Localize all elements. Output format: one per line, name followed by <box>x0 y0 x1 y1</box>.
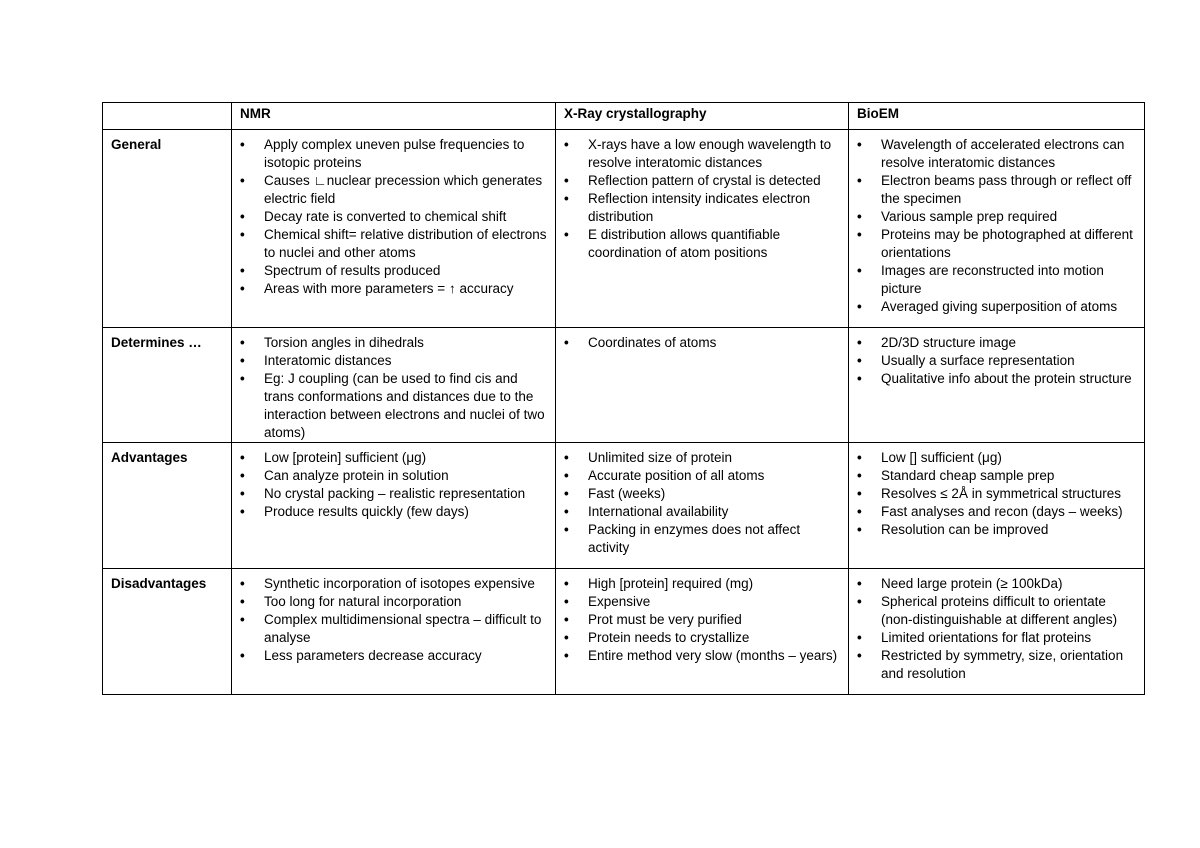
list-item: • No crystal packing – realistic representation <box>240 485 551 503</box>
list-item: • Low [protein] sufficient (μg) <box>240 449 551 467</box>
bullet-list <box>240 569 551 665</box>
list-item: • Various sample prep required <box>857 208 1140 226</box>
list-item: • Prot must be very purified <box>564 611 844 629</box>
list-item: • High [protein] required (mg) <box>564 575 844 593</box>
list-item: • Can analyze protein in solution <box>240 467 551 485</box>
list-item: • E distribution allows quantifiable coordination of atom positions <box>564 226 844 262</box>
list-item: • Eg: J coupling (can be used to find cis and trans conformations and distances due to the interaction between electrons and nuclei of two atoms) <box>240 370 551 442</box>
header-xray: X-Ray crystallography <box>556 103 849 130</box>
header-empty-cell <box>103 103 232 130</box>
bullet-list <box>240 130 551 298</box>
list-item: • Complex multidimensional spectra – difficult to analyse <box>240 611 551 647</box>
list-item: • Spherical proteins difficult to orientate (non-distinguishable at different angles) <box>857 593 1140 629</box>
table-row <box>103 443 1145 569</box>
list-item: • Torsion angles in dihedrals <box>240 334 551 352</box>
bioem-cell <box>849 130 1145 328</box>
xray-cell <box>556 130 849 328</box>
list-item: • Too long for natural incorporation <box>240 593 551 611</box>
bullet-list <box>564 569 844 665</box>
list-item: • Reflection pattern of crystal is detected <box>564 172 844 190</box>
list-item: • Accurate position of all atoms <box>564 467 844 485</box>
table-row <box>103 130 1145 328</box>
list-item: • Low [] sufficient (μg) <box>857 449 1140 467</box>
list-item: • Usually a surface representation <box>857 352 1140 370</box>
list-item: • Unlimited size of protein <box>564 449 844 467</box>
list-item: • Electron beams pass through or reflect off the specimen <box>857 172 1140 208</box>
row-label: Advantages <box>103 443 232 569</box>
list-item: • 2D/3D structure image <box>857 334 1140 352</box>
list-item: • Produce results quickly (few days) <box>240 503 551 521</box>
list-item: • Spectrum of results produced <box>240 262 551 280</box>
xray-cell <box>556 569 849 695</box>
list-item: • Averaged giving superposition of atoms <box>857 298 1140 316</box>
list-item: • Entire method very slow (months – years) <box>564 647 844 665</box>
list-item: • International availability <box>564 503 844 521</box>
list-item: • Need large protein (≥ 100kDa) <box>857 575 1140 593</box>
comparison-table <box>102 102 1145 695</box>
list-item: • Decay rate is converted to chemical shift <box>240 208 551 226</box>
list-item: • Protein needs to crystallize <box>564 629 844 647</box>
bullet-list <box>857 328 1140 388</box>
list-item: • Reflection intensity indicates electron distribution <box>564 190 844 226</box>
bullet-list <box>857 130 1140 316</box>
list-item: • Causes ∟nuclear precession which generates electric field <box>240 172 551 208</box>
bullet-list <box>564 443 844 557</box>
header-nmr: NMR <box>232 103 556 130</box>
list-item: • Fast analyses and recon (days – weeks) <box>857 503 1140 521</box>
table-row <box>103 328 1145 443</box>
bioem-cell <box>849 443 1145 569</box>
nmr-cell <box>232 328 556 443</box>
list-item: • Expensive <box>564 593 844 611</box>
header-row <box>103 103 1145 130</box>
row-label: General <box>103 130 232 328</box>
row-label: Determines … <box>103 328 232 443</box>
bullet-list <box>857 443 1140 539</box>
header-bioem: BioEM <box>849 103 1145 130</box>
list-item: • Areas with more parameters = ↑ accuracy <box>240 280 551 298</box>
list-item: • Less parameters decrease accuracy <box>240 647 551 665</box>
xray-cell <box>556 328 849 443</box>
bullet-list <box>240 328 551 442</box>
nmr-cell <box>232 130 556 328</box>
bullet-list <box>857 569 1140 683</box>
list-item: • Packing in enzymes does not affect activity <box>564 521 844 557</box>
bioem-cell <box>849 569 1145 695</box>
bullet-list <box>240 443 551 521</box>
row-label: Disadvantages <box>103 569 232 695</box>
list-item: • Fast (weeks) <box>564 485 844 503</box>
bioem-cell <box>849 328 1145 443</box>
list-item: • X-rays have a low enough wavelength to resolve interatomic distances <box>564 136 844 172</box>
list-item: • Synthetic incorporation of isotopes expensive <box>240 575 551 593</box>
list-item: • Apply complex uneven pulse frequencies to isotopic proteins <box>240 136 551 172</box>
list-item: • Standard cheap sample prep <box>857 467 1140 485</box>
nmr-cell <box>232 569 556 695</box>
table-row <box>103 569 1145 695</box>
list-item: • Resolves ≤ 2Å in symmetrical structures <box>857 485 1140 503</box>
xray-cell <box>556 443 849 569</box>
bullet-list <box>564 328 844 352</box>
list-item: • Coordinates of atoms <box>564 334 844 352</box>
nmr-cell <box>232 443 556 569</box>
list-item: • Chemical shift= relative distribution of electrons to nuclei and other atoms <box>240 226 551 262</box>
list-item: • Images are reconstructed into motion picture <box>857 262 1140 298</box>
list-item: • Limited orientations for flat proteins <box>857 629 1140 647</box>
list-item: • Qualitative info about the protein structure <box>857 370 1140 388</box>
list-item: • Wavelength of accelerated electrons can resolve interatomic distances <box>857 136 1140 172</box>
list-item: • Interatomic distances <box>240 352 551 370</box>
list-item: • Resolution can be improved <box>857 521 1140 539</box>
bullet-list <box>564 130 844 262</box>
list-item: • Restricted by symmetry, size, orientation and resolution <box>857 647 1140 683</box>
list-item: • Proteins may be photographed at different orientations <box>857 226 1140 262</box>
